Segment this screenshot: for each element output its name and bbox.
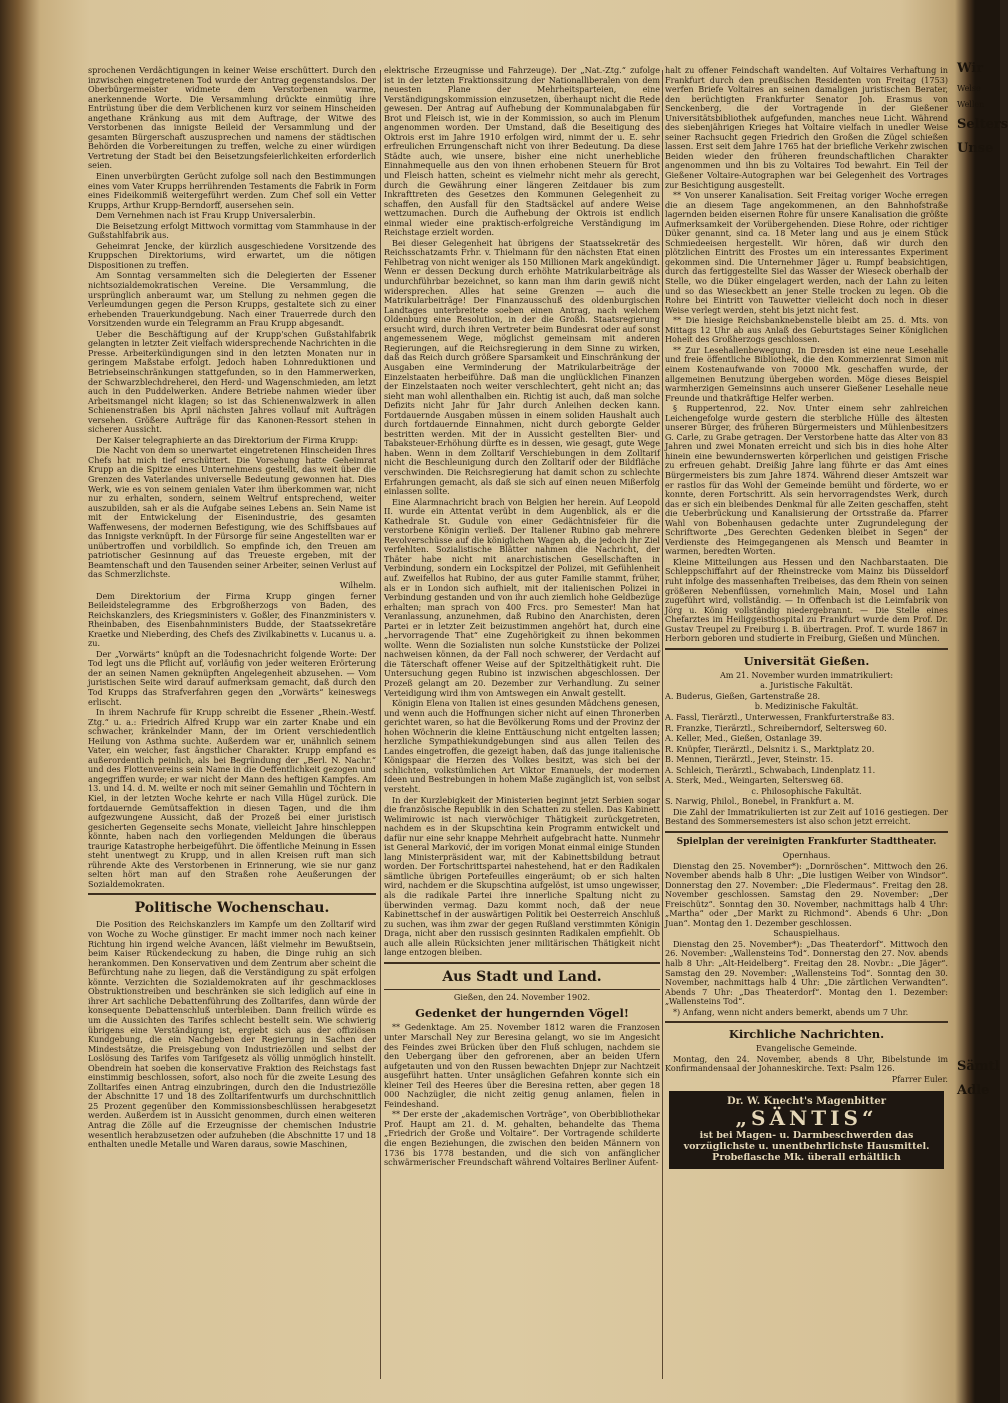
student-entry: A. Buderus, Gießen, Gartenstraße 28. [665, 690, 821, 701]
edge-text: Wellen [957, 100, 985, 109]
article-text: Der Kaiser telegraphierte an das Direktorium der Firma Krupp: [96, 434, 358, 445]
column-3 [665, 66, 948, 1381]
article-text: halt zu offener Feindschaft wandelten. Auf Voltaires Verhaftung in Frankfurt durch den preußischen Residenten von Freitag (1753) werfen Briefe Voltaires an seinen damaligen juristischen Berater, den berüchtigten Frankfurter Senator Joh. Erasmus von Senckenberg, die der Vortragende in der Gießener Universitätsbibliothek aufgefunden, manches neue Licht. Während des siebenjährigen Krieges hat Voltaire vielfach in unedler Weise seiner Rachsucht gegen Friedrich den Großen die Zügel schießen lassen. Erst seit dem Jahre 1765 hat der briefliche Verkehr zwischen Beiden wieder den früheren freundschaftlichen Charakter angenommen und ihn bis zu Voltaires Tod bewahrt. Ein Teil der Gießener Voltaire-Autographen war bei Gelegenheit des Vortrages zur Besichtigung ausgestellt. [665, 65, 948, 190]
article-text: Die Beisetzung erfolgt Mittwoch vormittag vom Stammhause in der Gußstahlfabrik aus. [88, 220, 376, 241]
student-entry: A. Schleich, Tierärztl., Schwabach, Lindenplatz 11. [665, 764, 876, 775]
article-text: Königin Elena von Italien ist eines gesunden Mädchens genesen, und wenn auch die Hoffnungen sicher nicht auf einen Thronerben gerichtet waren, so hat die Bevölkerung Roms und der Provinz der hohen Wöchnerin die kleine Enttäuschung nicht entgelten lassen; herzliche Sympathiekundgebungen sind aus allen Teilen des Landes eingetroffen, die gezeigt haben, daß das junge italienische Königspaar die Herzen des Volkes besitzt, was sich bei der schlichten, volkstümlichen Art Viktor Emanuels, der modernen Ideen und Bestrebungen in hohem Maße zugänglich ist, von selbst versteht. [384, 698, 660, 795]
article-text: ** Gedenktage. Am 25. November 1812 waren die Franzosen unter Marschall Ney zur Beresina gelangt, wo sie im Angesicht des Feindes zwei Brücken über den Fluß schlugen, nachdem sie den Uebergang über den gefrorenen, aber an beiden Ufern aufgetauten und von den Russen bewachten Dnjepr zur Nachtzeit ausgeführt hatten. Unter unsäglichen Gefahren konnte sich ein kleiner Teil des Heeres über die Beresina retten, aber gegen 18 000 Nachzügler, die nicht zeitig genug anlamen, fielen in Feindeshand. [384, 1022, 660, 1109]
article-text: Die Nacht von dem so unerwartet eingetretenen Hinscheiden Ihres Chefs hat mich tief erschüttert. Die Vorsehung hatte Geheimrat Krupp an die Spitze eines Unternehmens gestellt, das weit über die Grenzen des Vaterlandes universelle Bedeutung gewonnen hat. Dies Werk, wie es von seinem genialen Vater ihm überkommen war, nicht nur zu erhalten, sondern, seinem Weltruf entsprechend, weiter auszubilden, sah er als die Aufgabe seines Lebens an. Sein Name ist mit der Entwickelung der Eisenindustrie, des gesamten Waffenwesens, der modernen Befestigung, wie des Schiffsbaues auf das Innigste verknüpft. In der Fürsorge für seine Angestellten war er unübertroffen und vorbildlich. So empfinde ich, den Treuen am patriotischer Gesinnung auf das Treueste ergeben, mit der Beamtenschaft und den Tausenden seiner Arbeiter, seinen Verlust auf das Schmerzlichste. [88, 445, 376, 580]
church-text: Montag, den 24. November, abends 8 Uhr, Bibelstunde im Konfirmandensaal der Johanneskirche. Text: Psalm 126. [665, 1053, 948, 1074]
theatre-schedule: Dienstag den 25. November*): „Dornröschen“. Mittwoch den 26. November abends halb 8 Uhr: „Die lustigen Weiber von Windsor“. Donnerstag den 27. November: „Die Fledermaus“. Freitag den 28. November geschlossen. Samstag den 29. November: „Der Freischütz“. Sonntag den 30. November, nachmittags halb 4 Uhr: „Martha“ oder „Der Markt zu Richmond“. Abends 6 Uhr: „Don Juan“. Montag den 1. Dezember geschlossen. [665, 860, 948, 928]
article-text: Geheimrat Jencke, der kürzlich ausgeschiedene Vorsitzende des Kruppschen Direktoriums, wird erwartet, um die nötigen Dispositionen zu treffen. [88, 240, 376, 270]
divider [665, 1021, 948, 1023]
ad-product: „SÄNTIS“ [735, 1106, 878, 1131]
student-entry: A. Sterk, Med., Weingarten, Seltersweg 68. [665, 775, 844, 786]
university-intro: Am 21. November wurden immatrikuliert: [719, 669, 894, 680]
divider [665, 648, 948, 650]
faculty-label: b. Medizinische Fakultät. [754, 701, 859, 712]
student-entry: S. Narwig, Philol., Bonebel, in Frankfurt a. M. [665, 796, 855, 807]
article-text: ** Die hiesige Reichsbanknebenstelle bleibt am 25. d. Mts. von Mittags 12 Uhr ab aus Anlaß des Geburtstages Seiner Königlichen Hoheit des Großherzogs geschlossen. [665, 315, 948, 345]
article-text: Bei dieser Gelegenheit hat übrigens der Staatssekretär des Reichsschatzamts Frhr. v. Thielmann für den nächsten Etat einen Fehlbetrag von nicht weniger als 150 Millionen Mark angekündigt. Wenn er dessen Deckung durch erhöhte Matrikularbeiträge als undurchführbar bezeichnet, so kann man ihm darin gewiß nicht widersprechen. Alles hat seine Grenzen — auch die Matrikularbeiträge! Der Finanzausschuß des oldenburgischen Landtages unterbreitete soeben einen Antrag, nach welchem Oldenburg eine Resolution, in der die Großh. Staatsregierung ersucht wird, durch ihren Vertreter beim Bundesrat oder auf sonst angemessenem Wege, möglichst gemeinsam mit anderen Regierungen, auf die Reichsregierung in dem Sinne zu wirken, daß das Reich durch größere Sparsamkeit und Einschränkung der Ausgaben eine Verminderung der Matrikularbeiträge der Einzelstaaten herbeiführe. Daß man die unglücklichen Finanzen der Einzelstaaten noch weiter verschlechtert, geht nicht an; das sieht man wohl allenthalben ein. Richtig ist auch, daß man solche Defizits nicht Jahr für Jahr durch Anleihen decken kann. Fortdauernde Ausgaben müssen in einem soliden Haushalt auch durch fortdauernde Einnahmen, nicht durch geborgte Gelder bestritten werden. Mit der in Aussicht gestellten Bier- und Tabaksteuer-Erhöhung dürfte es in dessen, wie gesagt, gute Wege haben. Wenn in dem Zolltarif Verschiebungen in dem Zolltarif nicht die Beschleunigung durch den Zolltarif oder der Bildfläche verschwinden. Die Reichsregierung hat damit schon zu schlechte Erfahrungen gemacht, als daß sie sich auf einen neuen Mißerfolg einlassen sollte. [384, 237, 661, 497]
subheading-birds: Gedenket der hungernden Vögel! [415, 1006, 629, 1021]
divider [384, 962, 660, 964]
church-signature: Pfarrer Euler. [891, 1073, 948, 1084]
adjacent-page-edge [957, 60, 1008, 1383]
article-text: Einen unverbürgten Gerücht zufolge soll nach den Bestimmungen eines vom Vater Krupps herrührenden Testaments die Fabrik in Form eines Fideikommiß weitergeführt werden. Zum Chef soll ein Vetter Krupps, Arthur Krupp-Berndorff, ausersehen sein. [88, 171, 376, 210]
theatre-heading: Spielplan der vereinigten Frankfurter Stadttheater. [676, 837, 937, 848]
article-text: Der „Vorwärts“ knüpft an die Todesnachricht folgende Worte: Der Tod legt uns die Pflicht auf, vorläufig von jeder weiteren Erörterung der an seinen Namen geknüpften Angelegenheit abzusehen. — Vom juristischen Seite wird darauf aufmerksam gemacht, daß durch den Tod Krupps das Strafverfahren gegen den „Vorwärts“ keineswegs erlischt. [88, 648, 376, 707]
divider [665, 831, 948, 833]
article-text: Die Position des Reichskanzlers im Kampfe um den Zolltarif wird von Woche zu Woche günstiger. Er macht immer noch nach keiner Richtung hin irgend welche Avancen, läßt vielmehr im Bewußtsein, beim Kaiser Rückendeckung zu haben, die Dinge ruhig an sich herankommen. Den Konservativen und dem Zentrum aber scheint die Befürchtung nahe zu liegen, daß die Verständigung zu spät erfolgen könnte. Verzichten die Sozialdemokraten auf ihr geschmackloses Obstruktionstreiben und beschränken sie sich lediglich auf eine in ihrer Art sachliche Debattenführung des Zolltarifes, dann würde der konsequente Debattenschluß unterbleiben. Dann freilich würde es um die Aussichten des Tarifes schlecht bestellt sein. Wie schwierig übrigens eine Verständigung ist, ergiebt sich aus der offiziösen Kundgebung, die ein Nachgeben der Regierung in Sachen der Mindestsätze, die Preisgebung von Industriezöllen und selbst der Loslösung des Tarifes vom Tarifgesetz als völlig unmöglich hinstellt. Obendrein hat soeben die konservative Fraktion des Reichstags fast einstimmig beschlossen, sofort, also noch für die zweite Lesung des Zolltarifes einen Antrag einzubringen, durch den die Industriezölle der Abschnitte 17 und 18 des Zolltarifentwurfs um durchschnittlich 25 Prozent gegenüber den Kommissionsbeschlüssen herabgesetzt werden. Außerdem ist in Aussicht genommen, durch einen weiteren Antrag die Zölle auf die Erzeugnisse der chemischen Industrie wesentlich herabzusetzen oder aufzuheben (die Abschnitte 17 und 18 enthalten unedle Metalle und Waren daraus, sowie Maschinen, [88, 919, 376, 1150]
edge-text: Selters [957, 117, 1008, 132]
article-text: Eine Alarmnachricht brach von Belgien her herein. Auf Leopold II. wurde ein Attentat verübt in dem Augenblick, als er die Kathedrale St. Gudule von einer Gedächtnisfeier für die verstorbene Königin verließ. Der Italiener Rubino gab mehrere Revolverschüsse auf die königlichen Wagen ab, die jedoch ihr Ziel verfehlten. Sozialistische Blätter nahmen die Nachricht, der Thäter habe nicht mit anarchistischen Gesellschaften in Verbindung, sondern ein Lockspitzel der Polizei, mit Gefühlenheit auf. Zweifellos hat Rubino, der aus guter Familie stammt, früher, als er in London sich aufhielt, mit der italienischen Polizei in Verbindung gestanden und von ihr auch ziemlich hohe Geldbezüge erhalten; man sprach von 400 Frcs. pro Semester! Man hat Veranlassung, anzunehmen, daß Rubino den Anarchisten, deren Partei er in letzter Zeit beizustimmen angehört hat, durch eine „hervorragende That“ eine Zugehörigkeit zu ihnen bekommen wollte. Wenn die Sozialisten nun solche Kunststücke der Polizei nachweisen können, da der Fall noch schwerer, der Verdacht auf die Täterschaft offener Weise auf der Spitzelthätigkeit ruht. Die Untersuchung gegen Rubino ist inzwischen abgeschlossen. Der Prozeß gelangt am 20. Dezember zur Verhandlung. Zu seiner Verteidigung wird ihm von Amtswegen ein Anwalt gestellt. [384, 496, 660, 698]
student-entry: R. Knüpfer, Tierärztl., Delsnitz i. S., Marktplatz 20. [665, 743, 875, 754]
divider [88, 893, 376, 895]
ad-brand: Dr. W. Knecht's Magenbitter [727, 1095, 886, 1107]
article-text: Kleine Mitteilungen aus Hessen und den Nachbarstaaten. Die Schleppschiffahrt auf der Rheinstrecke vom Mainz bis Düsseldorf ruht infolge des massenhaften Treibeises, das dem Rhein von seinen größeren Nebenflüssen, vornehmlich Main, Mosel und Lahn zugeführt wird, vollständig. — In Offenbach ist die Leimfabrik von Jörg u. König vollständig niedergebrannt. — Die Stelle eines Chefarztes im Heiliggeisthospital zu Frankfurt wurde dem Prof. Dr. Gustav Treupel zu Freiburg i. B. übertragen. Prof. T. wurde 1867 in Herborn geboren und studierte in Freiburg, Gießen und München. [665, 556, 948, 644]
article-text: In ihrem Nachrufe für Krupp schreibt die Essener „Rhein.-Westf. Ztg.“ u. a.: Friedrich Alfred Krupp war ein zarter Knabe und ein schwacher, kränkelnder Mann, der im Orient verschiedentlich Heilung von Asthma suchte. Außerdem war er, unähnlich seinem Vater, ein weicher, fast ängstlicher Charakter. Krupp empfand es außerordentlich peinlich, als bei Begründung der „Berl. N. Nachr.“ und des Flottenvereins sein Name in die Oeffentlichkeit gezogen und angegriffen wurde; er war nicht der Mann des heftigen Kampfes. Am 13. und 14. d. M. weilte er noch mit seiner Gemahlin und Töchtern in Kiel, in der letzten Woche kehrte er nach Villa Hügel zurück. Die fortdauernde Gemütsaffektion in diesen Tagen, und die ihm aufgezwungene Aussicht, daß der Prozeß bei einer juristisch gesicherten Gegenseite sechs Monate, vielleicht Jahre hinschleppen könnte, haben nach den vorliegenden Meldungen die überaus traurige Katastrophe herbeigeführt. Die öffentliche Meinung in Essen steht unentwegt zu Krupp, und in allen Kreisen ruft man sich rührende Akte des Verstorbenen in Erinnerung, wie sie nur ganz selten hört man auf den Straßen rohe Aeußerungen der Sozialdemokraten. [88, 707, 376, 889]
article-text: § Ruppertenrod, 22. Nov. Unter einem sehr zahlreichen Leichengefolge wurde gestern die sterbliche Hülle des ältesten unserer Bürger, des früheren Bürgermeisters und Mühlenbesitzers G. Carle, zu Grabe getragen. Der Verstorbene hatte das Alter von 83 Jahren und zwei Monaten erreicht und sich bis in dies hohe Alter hinein eine bewundernswerten körperlichen und geistigen Frische zu erfreuen gehabt. Dreißig Jahre lang führte er das Amt eines Bürgermeisters bis zum Jahre 1874. Während dieser Amtszeit war er rastlos für das Wohl der Gemeinde bemüht und förderte, wo er konnte, deren Fortschritt. Als sein hervorragendstes Werk, durch das er sich ein bleibendes Denkmal für alle Zeiten geschaffen, steht die Ueberbrückung und Kanalisierung der Ortsstraße da. Pfarrer Wahl von Bobenhausen gedachte unter Zugrundelegung der Schriftworte „Des Gerechten Gedenken bleibet in Segen“ der Verdienste des Heimgegangenen als Mensch und Beamter in warmen, beredten Worten. [665, 403, 948, 557]
article-text: Dem Direktorium der Firma Krupp gingen ferner Beileidstelegramme des Erbgroßherzogs von Baden, des Reichskanzlers, des Kriegsministers v. Goßler, des Finanzministers v. Rheinbaben, des Eisenbahnministers Budde, der Staatssekretäre Kraetke und Nieberding, des Chefs des Zivilkabinetts v. Lucanus u. a. zu. [88, 590, 376, 649]
article-text: ** Von unserer Kanalisation. Seit Freitag voriger Woche erregen die an diesem Tage angekommenen, an den Bahnhofstraße lagernden beiden eisernen Rohre für unsere Kanalisation die größte Aufmerksamkeit der Vorübergehenden. Diese Rohre, oder richtiger Düker genannt, sind ca. 18 Meter lang und aus je einem Stück Schmiedeeisen hergestellt. Wir hören, daß wir durch den plötzlichen Eintritt des Frostes um ein interessantes Experiment gekommen sind. Die Unternehmer Jäger u. Rumpf beabsichtigen, durch das fertiggestellte Siel das Wasser der Wieseck oberhalb der Stelle, wo die Düker eingelagert werden, nach der Lahn zu leiten und so das Wieseckbett an jener Stelle trocken zu legen. Ob die Rohre bei Eintritt von Tauwetter vielleicht doch noch in dieser Weise verlegt werden, steht bis jetzt nicht fest. [665, 190, 948, 315]
edge-text: Unse [957, 141, 994, 156]
edge-text: Sämtl [957, 1059, 1000, 1074]
telegram-signature: Wilhelm. [339, 579, 376, 590]
article-text: In der Kurzlebigkeit der Ministerien beginnt jetzt Serbien sogar die französische Republik in den Schatten zu stellen. Das Kabinett Welimirowic ist nach vierwöchiger Thätigkeit zurückgetreten, nachdem es in der Skupschtina kein Programm entwickelt und dafür nur eine sehr knappe Mehrheit aufgebracht hatte. Nunmehr ist General Marković, der im vorigen Monat einmal einige Stunden lang Ministerpräsident war, mit der Kabinettsbildung betraut worden. Der Fortschrittspartei nahestehend, hat er den Radikalen sämtliche übrigen Portefeuilles eingeräumt; ob er sich halten wird, nachdem er die Skupschtina aufgelöst, ist umso ungewisser, als die radikale Partei ihre innerliche Spaltung nicht zu überwinden vermag. Dazu kommt noch, daß der neue Kabinettschef in der auswärtigen Politik bei Oesterreich Anschluß zu suchen, was ihm zwar der gegen Rußland verstimmten Königin Draga, nicht aber den russisch gesinnten Radikalen empfiehlt. Ob auch alle allein Rücksichten jener militärischen Thätigkeit nicht lange entzogen bleiben. [384, 794, 660, 958]
student-entry: A. Fassl, Tierärztl., Unterwessen, Frankfurterstraße 83. [665, 712, 895, 722]
column-1 [88, 66, 376, 1381]
ad-claim: ist bei Magen- u. Darmbeschwerden das vorzüglichste u. unentbehrlichste Hausmittel. Probeflasche Mk. überall erhältlich [683, 1130, 930, 1164]
article-text: sprochenen Verdächtigungen in keiner Weise erschüttert. Durch den inzwischen eingetretenen Tod wurde der Antrag gegenstandslos. Der Oberbürgermeister widmete dem Verstorbenen warme, anerkennende Worte. Die Versammlung drückte einmütig ihre Entrüstung über die dem Verblichenen kurz vor seinem Hinscheiden angethane Kränkung aus mit dem Auftrage, der Witwe des Verstorbenen das innigste Beileid der Versammlung und der gesamten Bürgerschaft auszusprechen und namens der städtischen Behörden die Vorbereitungen zu treffen, welche zu einer würdigen Vertretung der Stadt bei den Beisetzungsfeierlichkeiten erforderlich seien. [88, 65, 376, 171]
section-heading-politics: Politische Wochenschau. [134, 900, 330, 917]
article-text: ** Der erste der „akademischen Vorträge“, von Oberbibliothekar Prof. Haupt am 21. d. M. gehalten, behandelte das Thema „Friedrich der Große und Voltaire“. Der Vortragende schilderte die engen Beziehungen, die zwischen den beiden Männern von 1736 bis 1778 bestanden, und die sich von anfänglicher schwärmerischer Freundschaft während Voltaires Berliner Aufent- [384, 1109, 660, 1168]
section-heading-local: Aus Stadt und Land. [442, 968, 602, 985]
church-heading: Kirchliche Nachrichten. [728, 1027, 885, 1042]
student-entry: B. Mennen, Tierärztl., Jever, Steinstr. 15. [665, 754, 834, 765]
theatre-note: *) Anfang, wenn nicht anders bemerkt, abends um 7 Uhr. [673, 1006, 909, 1017]
article-text: elektrische Erzeugnisse und Fahrzeuge). Der „Nat.-Ztg.“ zufolge ist in der letzten Fraktionssitzung der Nationalliberalen von dem neuesten Plane der Mehrheitsparteien, eine Verständigungskommission einzusetzen, überhaupt nicht die Rede gewesen. Der Antrag auf Aufhebung der Kommunalabgaben für Brot und Fleisch ist, wie in der Kommission, so auch im Plenum angenommen worden. Der Umstand, daß die Beseitigung des Oktrois erst im Jahre 1910 erfolgen wird, nimmt der u. E. sehr erfreulichen Errungenschaft nicht von ihrer Bedeutung. Da diese Städte auch, wie unsere, bisher eine nicht unerhebliche Einnahmequelle aus den von ihnen erhobenen Steuern für Brot und Fleisch hatten, scheint es vielmehr nicht mehr als gerecht, durch die Gewährung einer längeren Zeitdauer bis zum Inkrafttreten des Gesetzes den Kommunen Gelegenheit zu schaffen, den Ausfall für den Stadtsäckel auf andere Weise wettzumachen. Durch die Aufhebung der Oktrois ist endlich einmal wieder eine praktisch-erfolgreiche Verständigung im Reichstage erzielt worden. [384, 65, 660, 238]
edge-text: Wir [957, 61, 984, 76]
university-heading: Universität Gießen. [743, 653, 870, 668]
student-entry: R. Franzke, Tierärztl., Schreiberndorf, Seltersweg 60. [665, 722, 887, 733]
edge-text: Adle [957, 1083, 990, 1098]
theatre-venue: Schauspielhaus. [773, 928, 840, 939]
university-outro: Die Zahl der Immatrikulierten ist zur Zeit auf 1016 gestiegen. Der Bestand des Sommersemesters ist also schon jetzt erreicht. [665, 806, 948, 827]
article-text: Dem Vernehmen nach ist Frau Krupp Universalerbin. [96, 210, 316, 221]
faculty-label: c. Philosophische Fakultät. [751, 785, 862, 796]
column-2 [384, 66, 660, 1381]
edge-text: Welse [957, 84, 981, 93]
advertisement-santis [669, 1091, 944, 1170]
student-entry: A. Keller, Med., Gießen, Ostanlage 39. [665, 733, 822, 744]
article-text: ** Zur Lesehallenbewegung. In Dresden ist eine neue Lesehalle und freie öffentliche Bibliothek, die den Kommerzienrat Simon mit einem Kostenaufwande von 70000 Mk. geschaffen wurde, der allgemeinen Benutzung übergeben worden. Möge dieses Beispiel warmherzigen Gemeinsinns auch unserer Gießener Lesehalle neue Freunde und thatkräftige Helfer werben. [665, 344, 948, 403]
column-rule [380, 70, 381, 1379]
dateline: Gießen, den 24. November 1902. [453, 991, 591, 1002]
column-rule [662, 70, 663, 1379]
theatre-schedule: Dienstag den 25. November*): „Das Theaterdorf“. Mittwoch den 26. November: „Wallensteins Tod“. Donnerstag den 27. Nov. abends halb 8 Uhr: „Alt-Heidelberg“. Freitag den 28. Novbr.: „Die Jäger“. Samstag den 29. November: „Wallensteins Tod“. Sonntag den 30. November, nachmittags halb 4 Uhr: „Die zärtlichen Verwandten“. Abends 7 Uhr: „Das Theaterdorf“. Montag den 1. Dezember: „Wallensteins Tod“. [665, 938, 948, 1007]
article-text: Am Sonntag versammelten sich die Delegierten der Essener nichtsozialdemokratischen Vereine. Die Versammlung, die ursprünglich anberaumt war, um Stellung zu nehmen gegen die Verleumdungen gegen die Person Krupps, gestaltete sich zu einer erhebenden Trauerkundgebung. Nach einer Trauerrede durch den Vorsitzenden wurde ein Telegramm an Frau Krupp abgesandt. [88, 270, 376, 329]
divider [384, 989, 660, 990]
church-sub: Evangelische Gemeinde. [756, 1043, 857, 1054]
faculty-label: a. Juristische Fakultät. [760, 680, 853, 691]
article-text: Ueber die Beschäftigung auf der Krupp'schen Gußstahlfabrik gelangten in letzter Zeit vielfach widersprechende Nachrichten in die Presse. Arbeiterkündigungen sind in den letzten Monaten nur in geringem Maßstabe erfolgt. Jedoch haben Lohnreduktionen und Betriebseinschränkungen stattgefunden, so in den Hammerwerken, der Schwarzblechdreherei, den Herd- und Wagenschmieden, am letzt auch in den Puddelwerken. Andere Betriebe nahmen wieder über Arbeitsmangel nicht klagen; so ist das Schienenwalzwerk in allen Schienenstraßen bis April nächsten Jahres vollauf mit Aufträgen versehen. Größere Aufträge für das Kanonen-Ressort stehen in sicherer Aussicht. [88, 328, 376, 435]
theatre-venue: Opernhaus. [782, 850, 831, 861]
